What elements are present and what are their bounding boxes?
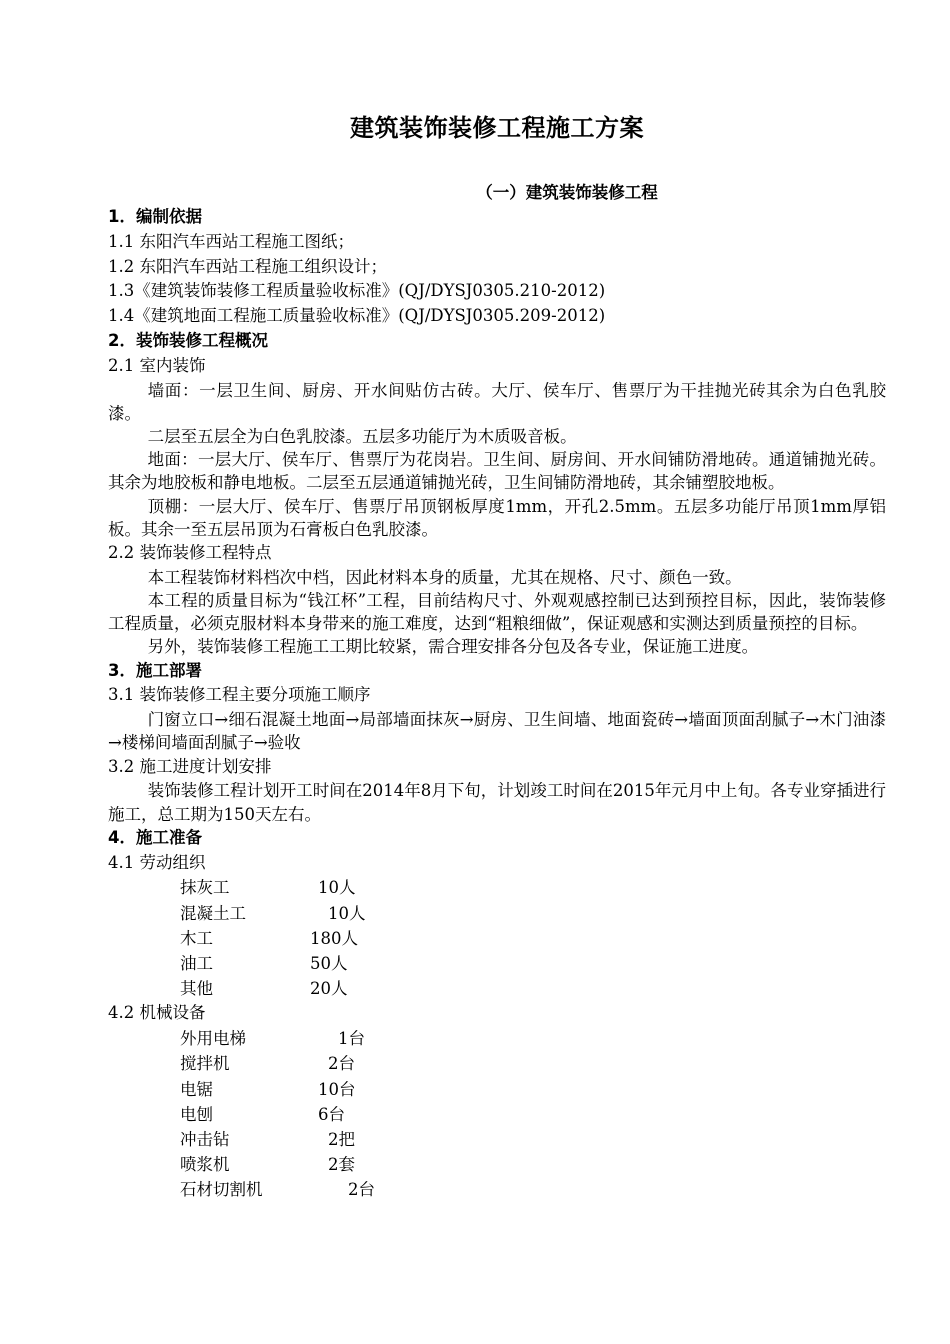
labor-qty: 180人 <box>310 928 358 948</box>
subheading-schedule: 3.2 施工进度计划安排 <box>108 756 272 776</box>
subheading-sequence: 3.1 装饰装修工程主要分项施工顺序 <box>108 685 371 705</box>
paragraph-wall-upper: 二层至五层全为白色乳胶漆。五层多功能厅为木质吸音板。 <box>147 426 577 446</box>
equipment-name: 喷浆机 <box>180 1155 230 1175</box>
subheading-interior: 2.1 室内装饰 <box>108 355 206 375</box>
heading-basis: 1．编制依据 <box>108 207 202 226</box>
equipment-row <box>108 1026 886 1051</box>
labor-name: 抹灰工 <box>180 878 230 898</box>
paragraph-wall: 墙面：一层卫生间、厨房、开水间贴仿古砖。大厅、侯车厅、售票厅为干挂抛光砖其余为白色乳胶漆。 <box>108 380 886 423</box>
labor-qty: 10人 <box>328 903 366 923</box>
labor-qty: 20人 <box>310 979 348 999</box>
equipment-row <box>108 1152 886 1177</box>
equipment-qty: 1台 <box>338 1029 365 1049</box>
basis-item-2: 1.2 东阳汽车西站工程施工组织设计； <box>108 256 387 276</box>
paragraph-features-1: 本工程装饰材料档次中档，因此材料本身的质量，尤其在规格、尺寸、颜色一致。 <box>147 567 742 587</box>
paragraph-features-3: 另外，装饰装修工程施工工期比较紧，需合理安排各分包及各专业，保证施工进度。 <box>147 637 759 657</box>
paragraph-floor: 地面：一层大厅、侯车厅、售票厅为花岗岩。卫生间、厨房间、开水间铺防滑地砖。通道铺抛光砖。其余为地胶板和静电地板。二层至五层通道铺抛光砖，卫生间铺防滑地砖，其余铺塑胶地板。 <box>108 450 886 493</box>
equipment-row <box>108 1051 886 1076</box>
labor-qty: 10人 <box>318 878 356 898</box>
equipment-qty: 2套 <box>328 1155 355 1175</box>
equipment-name: 搅拌机 <box>180 1054 230 1074</box>
heading-preparation: 4．施工准备 <box>108 827 202 847</box>
heading-deployment: 3．施工部署 <box>108 660 202 680</box>
paragraph-sequence: 门窗立口→细石混凝土地面→局部墙面抹灰→厨房、卫生间墙、地面瓷砖→墙面顶面刮腻子→木门油漆→楼梯间墙面刮腻子→验收 <box>108 710 886 753</box>
labor-row <box>108 926 886 951</box>
labor-name: 混凝土工 <box>180 903 246 923</box>
basis-item-3: 1.3《建筑装饰装修工程质量验收标准》(QJ/DYSJ0305.210-2012) <box>108 281 606 301</box>
subheading-features: 2.2 装饰装修工程特点 <box>108 543 272 562</box>
paragraph-ceiling: 顶棚：一层大厅、侯车厅、售票厅吊顶钢板厚度1mm，开孔2.5mm。五层多功能厅吊顶1mm厚铝板。其余一至五层吊顶为石膏板白色乳胶漆。 <box>108 496 886 539</box>
heading-overview: 2．装饰装修工程概况 <box>108 330 268 350</box>
basis-item-4: 1.4《建筑地面工程施工质量验收标准》(QJ/DYSJ0305.209-2012) <box>108 306 606 326</box>
paragraph-schedule: 装饰装修工程计划开工时间在2014年8月下旬，计划竣工时间在2015年元月中上旬。各专业穿插进行施工，总工期为150天左右。 <box>108 781 886 824</box>
document-title: 建筑装饰装修工程施工方案 <box>350 114 644 142</box>
equipment-qty: 10台 <box>318 1079 356 1099</box>
labor-row <box>108 901 886 926</box>
equipment-qty: 6台 <box>318 1104 345 1124</box>
labor-name: 油工 <box>180 954 213 974</box>
equipment-qty: 2台 <box>328 1054 355 1074</box>
equipment-row <box>108 1177 886 1202</box>
basis-item-1: 1.1 东阳汽车西站工程施工图纸； <box>108 231 354 251</box>
labor-row <box>108 976 886 1001</box>
equipment-row <box>108 1077 886 1102</box>
labor-qty: 50人 <box>310 954 348 974</box>
labor-row <box>108 875 886 900</box>
paragraph-features-2: 本工程的质量目标为“钱江杯”工程，目前结构尺寸、外观观感控制已达到预控目标，因此，装饰装修工程质量，必须克服材料本身带来的施工难度，达到“粗粮细做”，保证观感和实测达到质量预控的目标。 <box>108 591 886 634</box>
equipment-name: 电刨 <box>180 1104 213 1124</box>
subheading-equipment: 4.2 机械设备 <box>108 1003 206 1023</box>
equipment-row <box>108 1127 886 1152</box>
equipment-qty: 2把 <box>328 1130 355 1150</box>
equipment-row <box>108 1102 886 1127</box>
equipment-name: 冲击钻 <box>180 1130 230 1150</box>
labor-name: 木工 <box>180 928 213 948</box>
equipment-qty: 2台 <box>348 1180 375 1200</box>
labor-row <box>108 951 886 976</box>
section-subtitle: （一）建筑装饰装修工程 <box>476 183 658 202</box>
subheading-labor: 4.1 劳动组织 <box>108 852 206 872</box>
equipment-name: 石材切割机 <box>180 1180 263 1200</box>
labor-name: 其他 <box>180 979 213 999</box>
equipment-name: 电锯 <box>180 1079 213 1099</box>
equipment-name: 外用电梯 <box>180 1029 246 1049</box>
